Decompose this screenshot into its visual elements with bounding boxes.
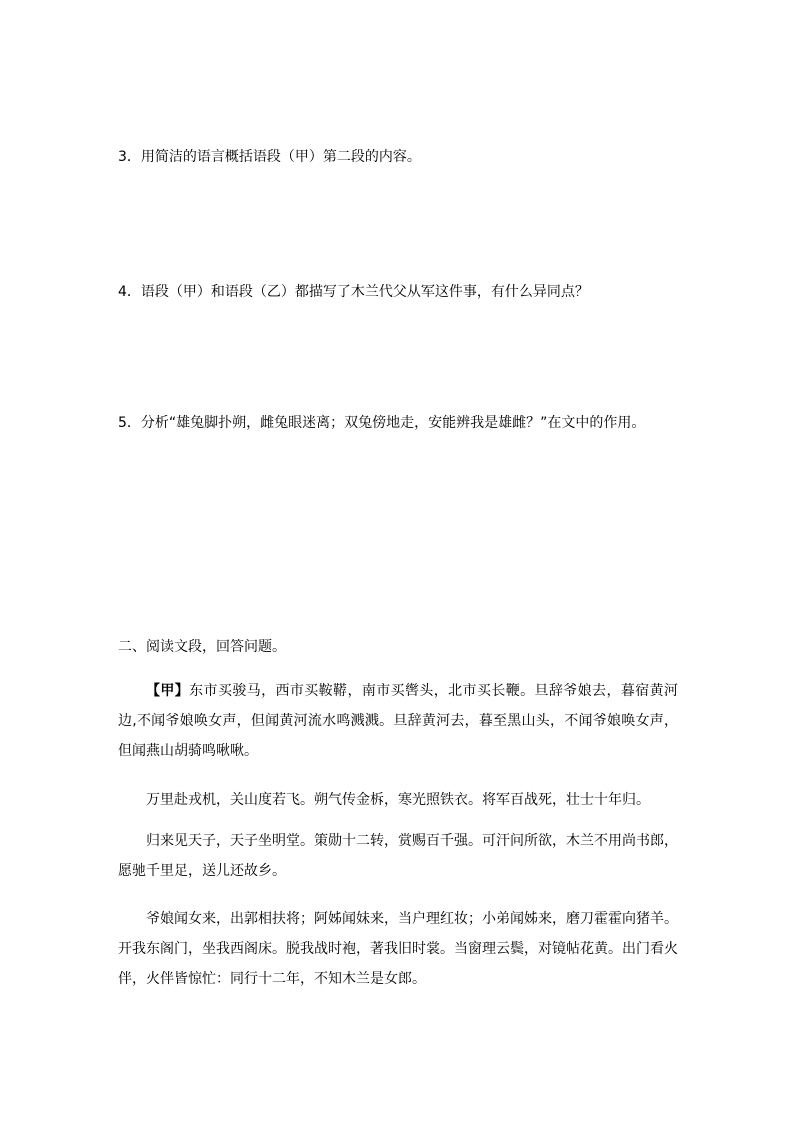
passage-paragraph-1-text: 东市买骏马，西市买鞍鞯，南市买辔头，北市买长鞭。旦辞爷娘去，暮宿黄河边,不闻爷娘唤女声，但闻黄河流水鸣溅溅。旦辞黄河去，暮至黑山头，不闻爷娘唤女声，但闻燕山胡骑鸣啾啾。: [118, 683, 679, 759]
passage-tag: 【甲】: [146, 683, 190, 699]
passage-paragraph-4: 爷娘闻女来，出郭相扶将；阿姊闻妹来，当户理红妆；小弟闻姊来，磨刀霍霍向猪羊。开我东阁门，坐我西阁床。脱我战时袍，著我旧时裳。当窗理云鬓，对镜帖花黄。出门看火伴，火伴皆惊忙：同行十二年，不知木兰是女郎。: [118, 911, 678, 987]
passage-paragraph-3: 归来见天子，天子坐明堂。策勋十二转，赏赐百千强。可汗问所欲，木兰不用尚书郎，愿驰千里足，送儿还故乡。: [118, 833, 678, 879]
question-3: 3．用简洁的语言概括语段（甲）第二段的内容。: [118, 149, 421, 165]
question-5: 5．分析“雄兔脚扑朔，雌兔眼迷离；双兔傍地走，安能辨我是雄雌？”在文中的作用。: [118, 415, 646, 431]
passage-paragraph-1: [118, 676, 678, 766]
passage-paragraph-2: 万里赴戎机，关山度若飞。朔气传金柝，寒光照铁衣。将军百战死，壮士十年归。: [146, 792, 650, 808]
question-4: 4．语段（甲）和语段（乙）都描写了木兰代父从军这件事，有什么异同点？: [118, 284, 589, 300]
section-heading: 二、阅读文段，回答问题。: [118, 639, 286, 655]
